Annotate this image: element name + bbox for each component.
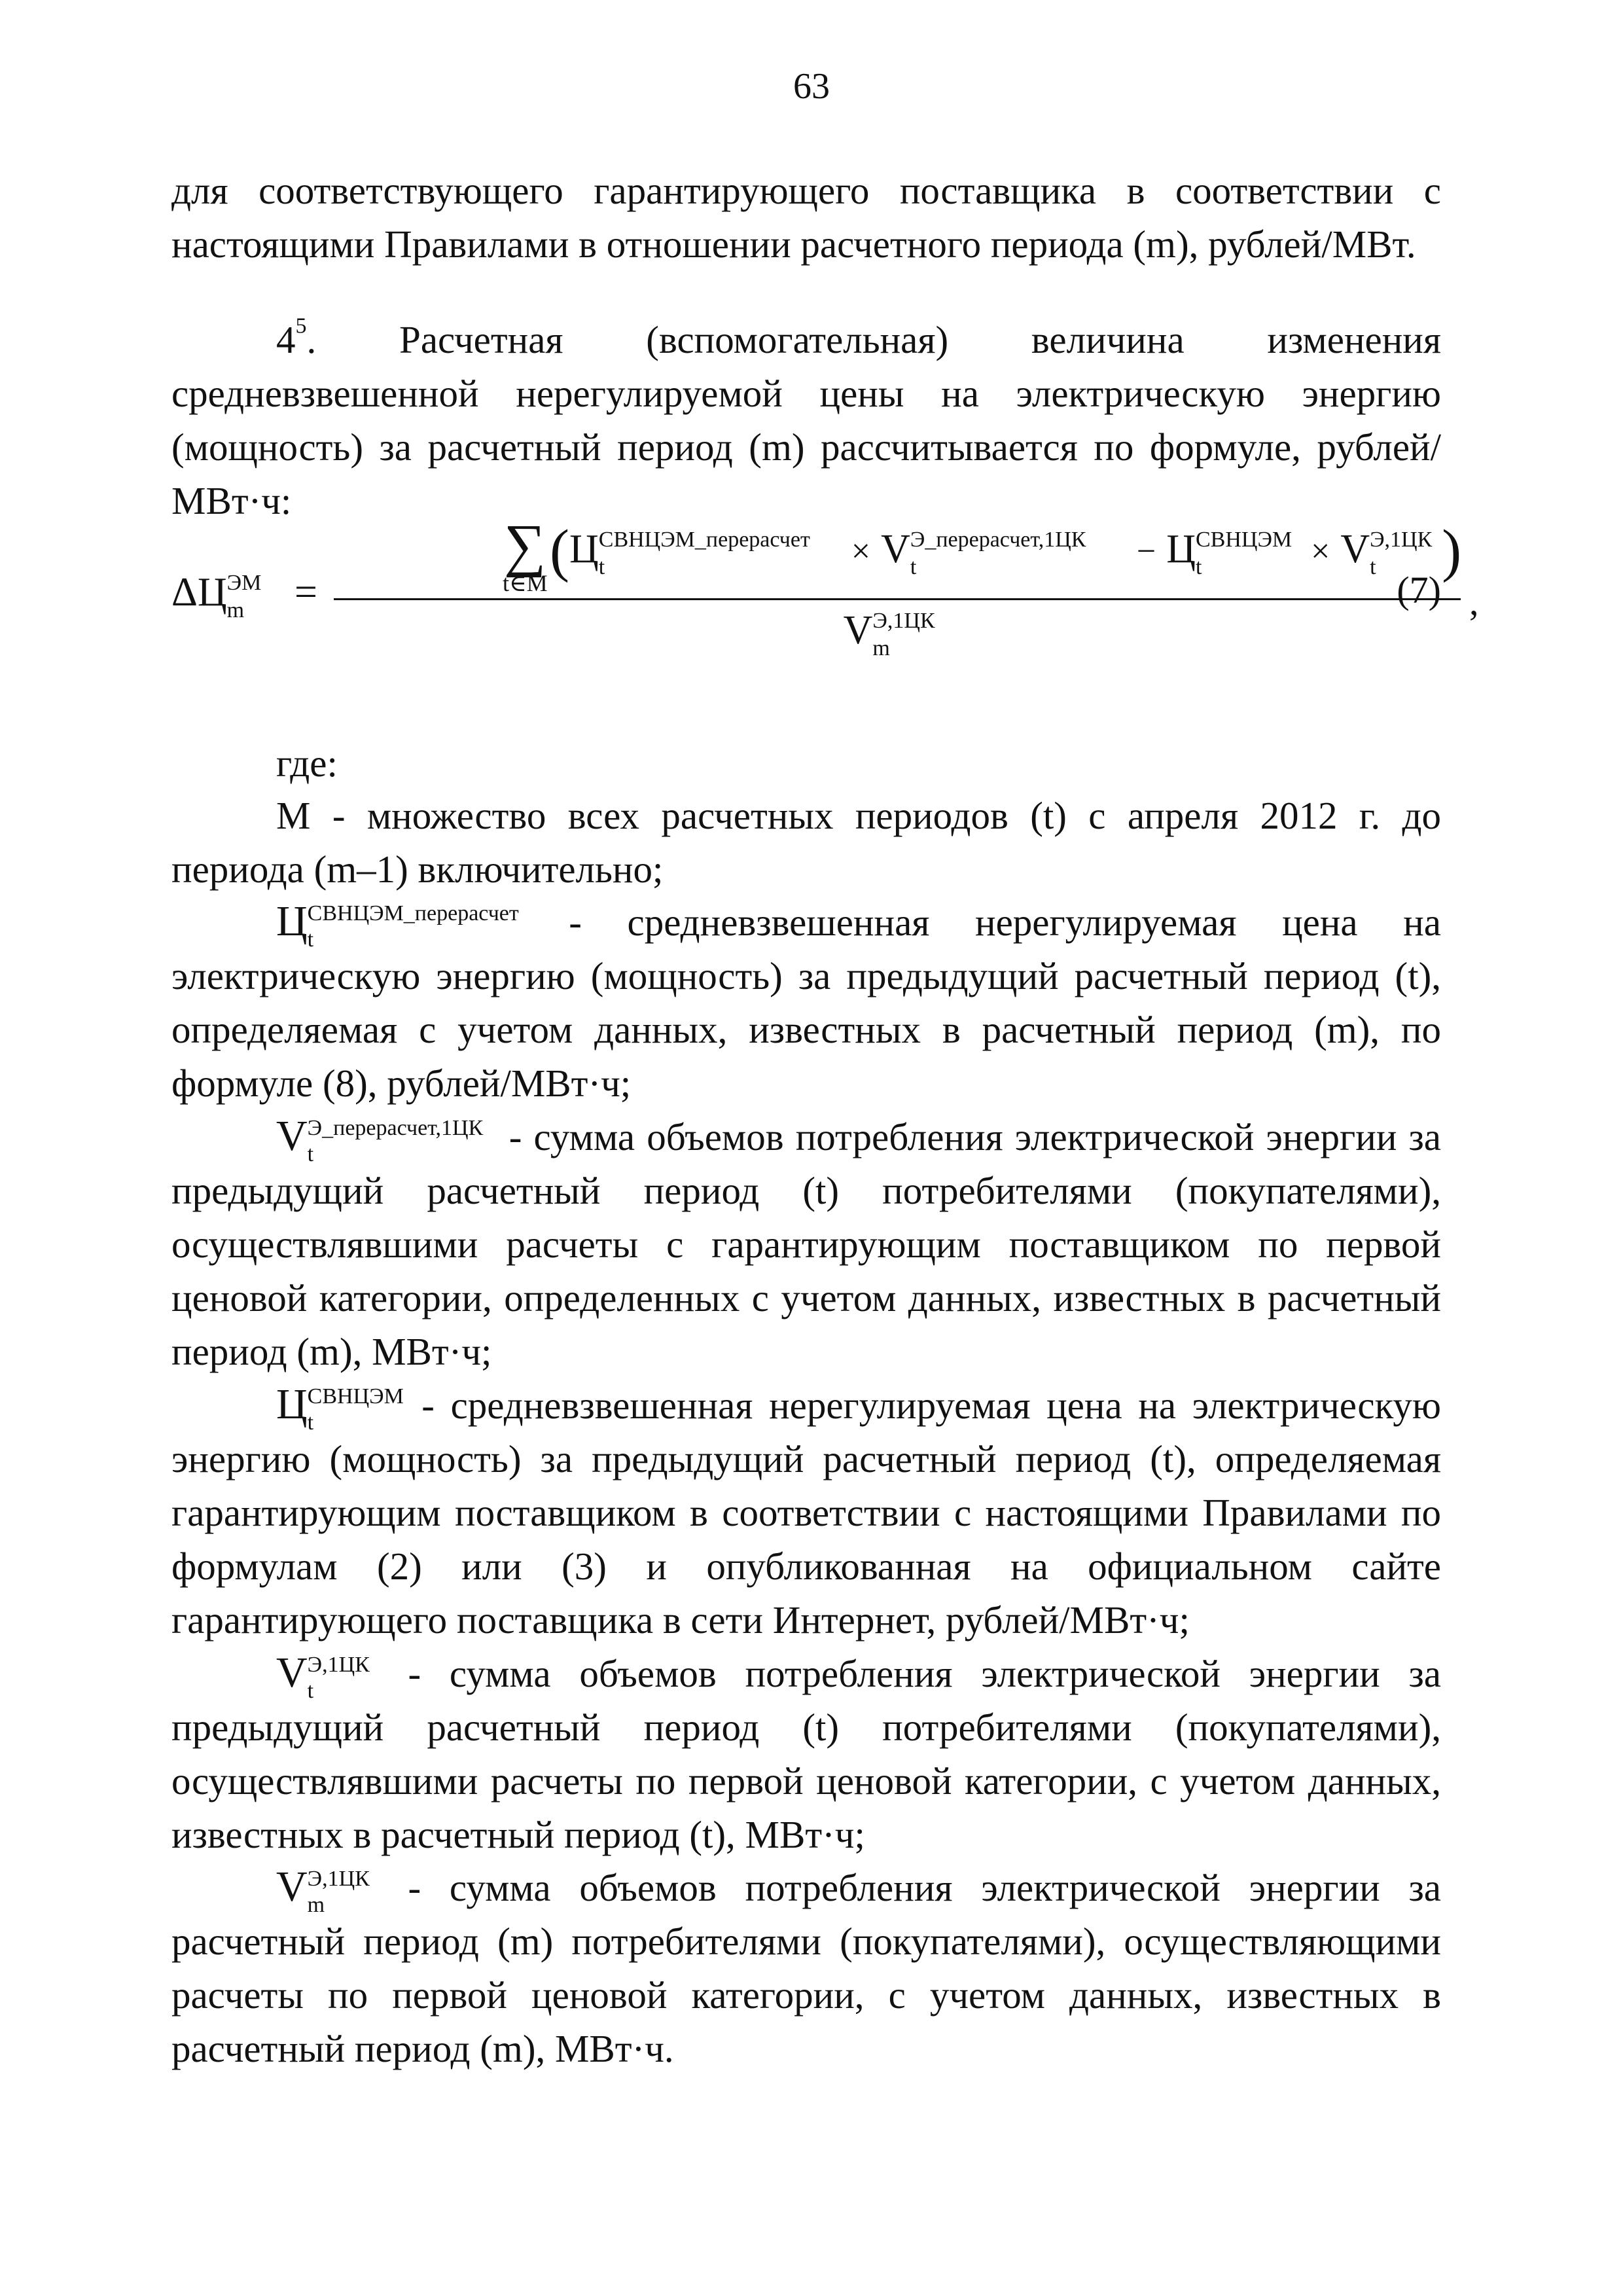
term-1-sup: СВНЦЭМ_перерасчет [598, 527, 810, 552]
formula-equals: = [294, 570, 317, 615]
where-label: где: [276, 742, 338, 785]
term-1-main: Ц [569, 527, 599, 571]
def-4-text: - сумма объемов потребления электрической энергии за предыдущий расчетный период (t) потребителями (покупателями), осуществлявшими расчеты по первой ценовой категории, с учетом данных, известных в расчетный период (t), МВт·ч; [171, 1652, 1441, 1856]
term-price-recalc [569, 526, 841, 579]
minus: − [1136, 533, 1156, 570]
formula-lhs [171, 569, 273, 622]
times-1: × [851, 533, 871, 570]
def-4-sub: t [307, 1679, 314, 1704]
sum-range: t∈M [503, 570, 548, 596]
def-M: М - множество всех расчетных периодов (t) с апреля 2012 г. до периода (m–1) включительно; [171, 794, 1441, 891]
term-1-indices [598, 527, 841, 579]
formula-numerator [334, 513, 1462, 596]
term-3-sub: t [1195, 554, 1202, 579]
formula-lhs-indices [226, 570, 273, 622]
def-3-main: Ц [276, 1380, 308, 1428]
term-2-sup: Э_перерасчет,1ЦК [910, 527, 1086, 552]
numerator-expression [550, 517, 1461, 584]
def-3-sub: t [307, 1410, 314, 1435]
def-1-sub: t [307, 927, 314, 952]
def-1-indices [307, 901, 524, 952]
fraction-bar [334, 598, 1461, 600]
intro-paragraph: для соответствующего гарантирующего поставщика в соответствии с настоящими Правилами в отношении расчетного периода (m), рублей/МВт. [171, 169, 1441, 266]
def-2-sub: t [307, 1142, 314, 1167]
def-1-symbol [276, 897, 524, 952]
term-volume-recalc [881, 526, 1126, 579]
term-4-sub: t [1370, 554, 1376, 579]
term-2-indices [910, 527, 1126, 579]
den-sup: Э,1ЦК [872, 608, 935, 633]
term-price [1166, 526, 1300, 579]
term-4-main: V [1340, 527, 1370, 571]
term-volume [1340, 526, 1442, 579]
section-number-sup: 5 [295, 314, 307, 338]
def-3-symbol [276, 1380, 406, 1435]
def-5-sub: m [307, 1893, 325, 1918]
term-3-main: Ц [1166, 527, 1196, 571]
def-4-symbol [276, 1649, 380, 1704]
def-2-indices [307, 1116, 497, 1167]
section-number: 4 [276, 318, 296, 361]
term-3-sup: СВНЦЭМ [1195, 527, 1293, 552]
term-1-sub: t [598, 554, 605, 579]
def-3-indices [307, 1384, 406, 1435]
def-3-text: - средневзвешенная нерегулируемая цена на электрическую энергию (мощность) за предыдущий расчетный период (t), определяемая гарантирующим поставщиком в соответствии с настоящими Правилами по формулам (2) или (3) и опубликованная на официальном сайте гарантирующего поставщика в сети Интернет, рублей/МВт·ч; [171, 1384, 1441, 1641]
def-2-sup: Э_перерасчет,1ЦК [307, 1116, 484, 1141]
def-5-text: - сумма объемов потребления электрической энергии за расчетный период (m) потребителями (покупателями), осуществляющими расчеты по первой ценовой категории, с учетом данных, известных в расчетный период (m), МВт·ч. [171, 1866, 1441, 2070]
open-paren: ( [550, 518, 569, 583]
den-main: V [843, 608, 873, 653]
def-1-main: Ц [276, 897, 308, 945]
def-5-main: V [276, 1863, 308, 1910]
term-3-indices [1195, 527, 1300, 579]
formula-number: (7) [1397, 569, 1441, 611]
term-2-sub: t [910, 554, 917, 579]
formula-denominator [334, 607, 1461, 660]
section-text: . Расчетная (вспомогательная) величина изменения средневзвешенной нерегулируемой цены на электрическую энергию (мощность) за расчетный период (m) рассчитывается по формуле, рублей/МВт·ч: [171, 318, 1441, 522]
term-4-indices [1370, 527, 1442, 579]
def-4-indices [307, 1653, 380, 1704]
den-indices [872, 608, 951, 660]
formula-7 [171, 513, 1479, 687]
formula-comma: , [1469, 581, 1479, 623]
def-5-indices [307, 1867, 380, 1918]
def-price [171, 1378, 1441, 1647]
def-2-main: V [276, 1112, 308, 1160]
def-1-sup: СВНЦЭМ_перерасчет [307, 901, 519, 926]
formula-lhs-sub: m [226, 598, 245, 622]
def-price-recalc [171, 895, 1441, 1110]
term-4-sup: Э,1ЦК [1370, 527, 1433, 552]
def-2-symbol [276, 1112, 497, 1167]
def-3-sup: СВНЦЭМ [307, 1384, 404, 1409]
def-volume-recalc [171, 1109, 1441, 1378]
sum-symbol: ∑ [504, 513, 546, 578]
formula-fraction [334, 513, 1479, 687]
def-1-text: - средневзвешенная нерегулируемая цена на электрическую энергию (мощность) за предыдущий расчетный период (t), определяемая с учетом данных, известных в расчетный период (m), по формуле (8), рублей/МВт·ч; [171, 901, 1441, 1105]
page-number: 63 [793, 66, 830, 107]
formula-lhs-main: ΔЦ [171, 570, 227, 615]
def-4-main: V [276, 1649, 308, 1696]
def-2-text: - сумма объемов потребления электрической энергии за предыдущий расчетный период (t) потребителями (покупателями), осуществлявшими расчеты с гарантирующим поставщиком по первой ценовой категории, определенных с учетом данных, известных в расчетный период (m), МВт·ч; [171, 1115, 1441, 1373]
def-volume-m [171, 1860, 1441, 2075]
def-5-symbol [276, 1863, 380, 1918]
term-2-main: V [881, 527, 910, 571]
formula-lhs-sup: ЭМ [226, 570, 262, 595]
times-2: × [1310, 533, 1330, 570]
section-4-5-paragraph [171, 313, 1441, 528]
def-volume [171, 1646, 1441, 1861]
def-4-sup: Э,1ЦК [307, 1653, 370, 1677]
close-paren: ) [1442, 518, 1462, 583]
den-sub: m [872, 636, 890, 660]
def-5-sup: Э,1ЦК [307, 1867, 370, 1892]
